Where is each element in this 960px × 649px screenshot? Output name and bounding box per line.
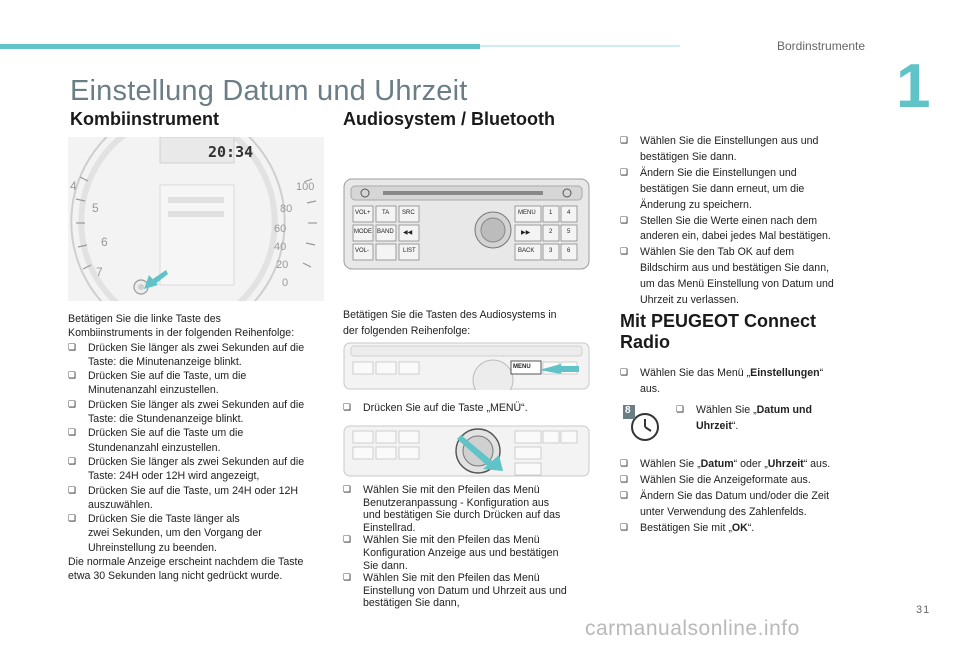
kombi-instructions [68, 312, 330, 584]
kombi-outro-line: etwa 30 Sekunden lang nicht gedrückt wurde. [68, 570, 283, 583]
audio-menu-step [343, 401, 593, 415]
radio-mode-label: MODE [354, 229, 372, 235]
connect-menu-step: ❏ Wählen Sie das Menü „Einstellungen“ aus. [620, 367, 824, 395]
radio-menu-highlight-label: MENU [513, 364, 531, 370]
bullet-check-icon: ❏ [68, 456, 77, 467]
audio-intro [343, 307, 593, 339]
kombi-step: ❏ Drücken Sie auf die Taste, um die Minutenanzahl einzustellen. [68, 370, 247, 397]
radio-preset-label: 1 [549, 210, 553, 216]
gauge-right-label: 40 [274, 241, 287, 253]
bullet-check-icon: ❏ [68, 428, 77, 439]
bullet-check-icon: ❏ [620, 522, 629, 533]
bullet-check-icon: ❏ [68, 399, 77, 410]
kombi-step: ❏ Drücken Sie auf die Taste, um 24H oder 12H auszuwählen. [68, 484, 299, 511]
kombi-step: ❏ Drücken Sie die Taste länger als zwei Sekunden, um den Vorgang der Uhreinstellung zu beenden. [68, 513, 262, 554]
kombi-outro-line: Die normale Anzeige erscheint nachdem die Taste [68, 556, 304, 569]
radio-list-label: LIST [403, 248, 416, 254]
bullet-check-icon: ❏ [620, 474, 629, 485]
gauge-left-label: 4 [70, 179, 77, 193]
kombi-step: ❏ Drücken Sie länger als zwei Sekunden auf die Taste: die Stundenanzeige blinkt. [68, 398, 305, 426]
kombi-step: ❏ Drücken Sie länger als zwei Sekunden auf die Taste: die Minutenanzeige blinkt. [68, 341, 305, 368]
radio-back-label: BACK [518, 248, 535, 254]
gauge-right-label: 0 [282, 277, 289, 289]
audio-step: ❏ Wählen Sie mit den Pfeilen das Menü Benutzeranpassung - Konfiguration aus und bestätigen Sie durch Drücken auf das Einstellrad. [343, 484, 561, 534]
settings-steps [620, 134, 870, 309]
bullet-check-icon: ❏ [620, 247, 629, 258]
bullet-check-icon: ❏ [620, 136, 629, 146]
gauge-right-label: 60 [274, 223, 287, 235]
instrument-cluster-figure [68, 137, 324, 301]
radio-preset-label: 4 [567, 210, 571, 216]
bullet-check-icon: ❏ [343, 573, 352, 584]
audio-step: ❏ Wählen Sie mit den Pfeilen das Menü Einstellung von Datum und Uhrzeit aus und bestätigen Sie dann, [343, 572, 567, 610]
chapter-number: 1 [896, 52, 931, 121]
kombi-step: ❏ Drücken Sie auf die Taste um die Stundenanzahl einzustellen. [68, 427, 244, 454]
bullet-check-icon: ❏ [620, 167, 629, 178]
connect-final-step: ❏ Ändern Sie das Datum und/oder die Zeit unter Verwendung des Zahlenfelds. [620, 489, 830, 518]
gauge-left-label: 5 [92, 201, 99, 215]
kombi-heading: Kombiinstrument [70, 109, 220, 129]
bullet-check-icon: ❏ [343, 535, 352, 546]
clock-settings-icon [623, 405, 661, 443]
bullet-check-icon: ❏ [676, 405, 685, 415]
radio-forward-label: ▶▶ [521, 230, 531, 236]
radio-vol-plus-label: VOL+ [355, 210, 371, 216]
bullet-check-icon: ❏ [68, 485, 77, 496]
page-title: Einstellung Datum und Uhrzeit [70, 75, 468, 107]
kombi-intro-line: Betätigen Sie die linke Taste des [68, 313, 221, 325]
watermark: carmanualsonline.info [585, 617, 800, 640]
bullet-check-icon: ❏ [620, 215, 629, 226]
radio-knob-figure [343, 425, 590, 477]
radio-menu-label: MENU [518, 210, 536, 216]
header-accent-line [480, 45, 680, 47]
gauge-left-label: 6 [101, 235, 108, 249]
settings-step: ❏ Wählen Sie die Einstellungen aus und bestätigen Sie dann. [620, 135, 819, 163]
gauge-right-label: 80 [280, 203, 293, 215]
audio-step: ❏ Wählen Sie mit den Pfeilen das Menü Konfiguration Anzeige aus und bestätigen Sie dann. [343, 534, 559, 572]
page-number: 31 [916, 604, 931, 616]
audio-intro-line: Betätigen Sie die Tasten des Audiosystems in [343, 309, 557, 321]
bullet-check-icon: ❏ [620, 368, 629, 378]
radio-vol-minus-label: VOL- [355, 248, 370, 254]
gauge-right-label: 100 [296, 181, 315, 193]
gauge-right-label: 20 [276, 259, 289, 271]
connect-date-step: ❏ Wählen Sie „Datum und Uhrzeit“. [676, 404, 812, 432]
kombi-intro-line: Kombiinstruments in der folgenden Reihenfolge: [68, 327, 295, 340]
bullet-check-icon: ❏ [620, 490, 629, 501]
settings-step: ❏ Ändern Sie die Einstellungen und bestätigen Sie dann erneut, um die Änderung zu speichern. [620, 166, 805, 211]
radio-knob-drawing [343, 425, 590, 477]
radio-rewind-label: ◀◀ [403, 230, 413, 236]
bullet-check-icon: ❏ [620, 459, 629, 469]
cluster-time-display: 20:34 [208, 143, 254, 161]
radio-ta-label: TA [382, 210, 390, 216]
radio-src-label: SRC [402, 210, 415, 216]
connect-final-steps [620, 457, 870, 537]
radio-panel-drawing [343, 178, 590, 270]
bullet-check-icon: ❏ [68, 342, 77, 353]
radio-menu-drawing [343, 342, 590, 390]
connect-final-step: ❏ Wählen Sie die Anzeigeformate aus. [620, 473, 870, 489]
connect-final-step: ❏ Bestätigen Sie mit „OK“. [620, 521, 870, 537]
bullet-check-icon: ❏ [343, 403, 352, 413]
header-accent-bar [0, 44, 480, 49]
bullet-check-icon: ❏ [343, 485, 352, 495]
connect-final-step: ❏ Wählen Sie „Datum“ oder „Uhrzeit“ aus. [620, 457, 870, 473]
radio-preset-label: 6 [567, 248, 571, 254]
clock-badge-number: 8 [625, 405, 631, 416]
settings-step: ❏ Stellen Sie die Werte einen nach dem anderen ein, dabei jedes Mal bestätigen. [620, 214, 831, 243]
kombi-step: ❏ Drücken Sie länger als zwei Sekunden auf die Taste: 24H oder 12H wird angezeigt, [68, 455, 305, 483]
bullet-check-icon: ❏ [68, 371, 77, 382]
settings-step: ❏ Wählen Sie den Tab OK auf dem Bildschirm aus und bestätigen Sie dann, um das Menü Einstellung von Datum und Uhrzeit zu verlassen. [620, 246, 834, 307]
section-heading: Bordinstrumente [777, 39, 866, 53]
radio-preset-label: 2 [549, 229, 553, 235]
radio-menu-figure [343, 342, 590, 390]
audio-intro-line: der folgenden Reihenfolge: [343, 325, 471, 337]
radio-preset-label: 3 [549, 248, 553, 254]
radio-preset-label: 5 [567, 229, 571, 235]
radio-band-label: BAND [377, 229, 394, 235]
audio-menu-step-text: Drücken Sie auf die Taste „MENÜ“. [363, 402, 528, 414]
gauge-left-label: 7 [96, 265, 103, 279]
audio-heading: Audiosystem / Bluetooth [343, 109, 556, 129]
connect-radio-heading: Mit PEUGEOT Connect Radio [620, 311, 817, 352]
radio-panel-figure [343, 178, 590, 270]
bullet-check-icon: ❏ [68, 514, 77, 525]
audio-steps [343, 484, 599, 610]
